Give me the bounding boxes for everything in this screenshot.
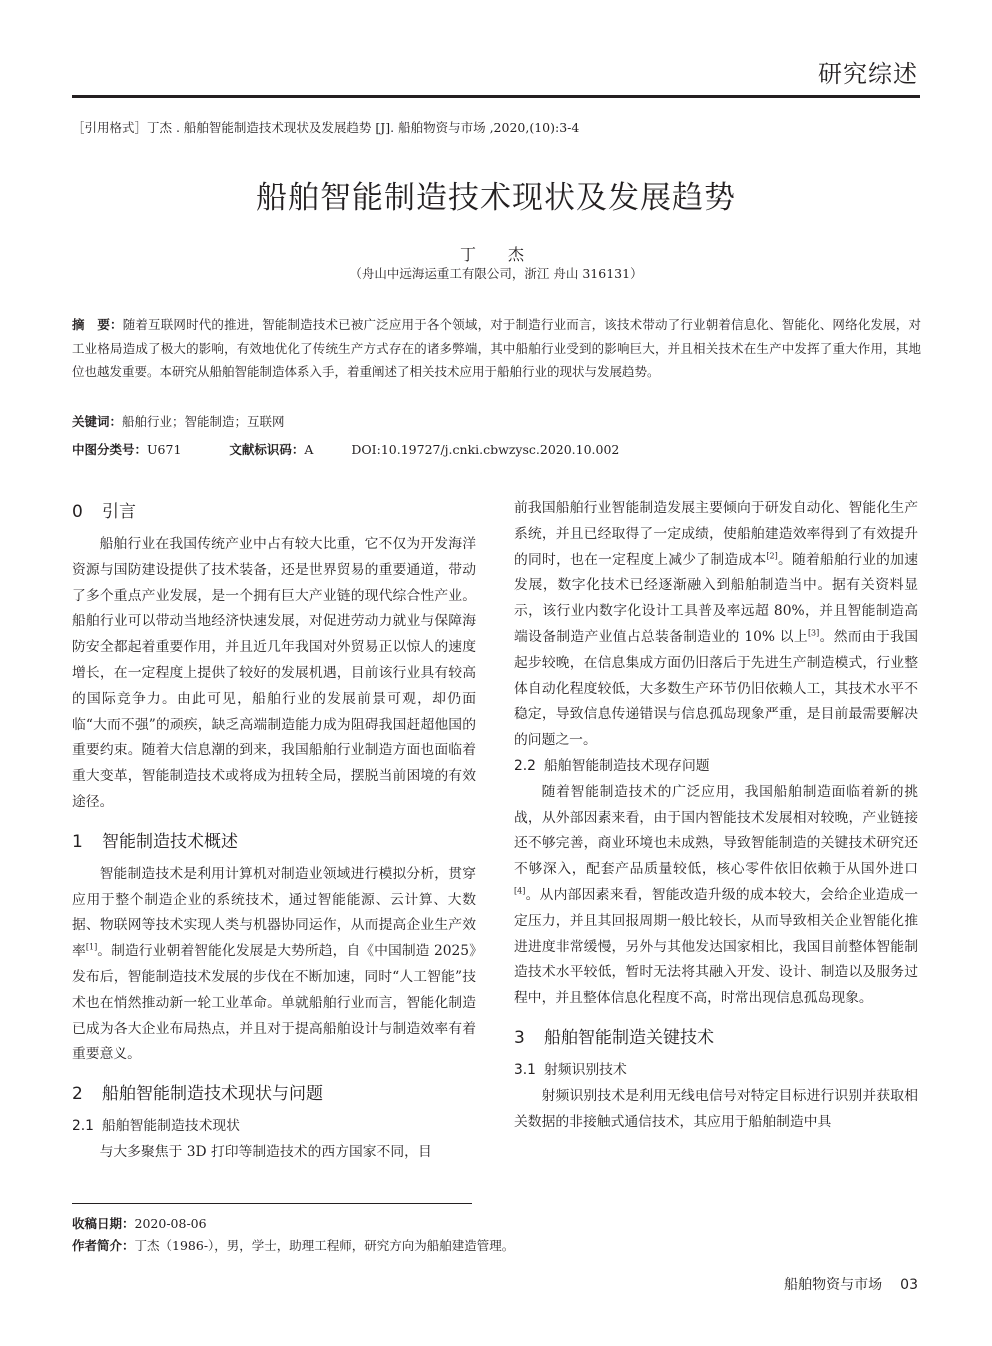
doi: DOI:10.19727/j.cnki.cbwzysc.2020.10.002 [351,442,620,457]
received-date: 收稿日期：2020-08-06 [72,1216,207,1231]
heading-overview: 1 智能制造技术概述 [72,831,238,852]
paper-author: 丁 杰 [459,245,532,264]
bio-label: 作者简介： [72,1238,135,1253]
heading-introduction: 0 引言 [72,502,136,522]
citation-ref: [2] [766,551,778,560]
doc-code-label: 文献标识码： [229,442,305,457]
abstract-text: 随着互联网时代的推进，智能制造技术已被广泛应用于各个领域，对于制造行业而言，该技术带动了行业朝着信息化、智能化、网络化发展，对工业格局造成了极大的影响，有效地优化了传统生产方式存在的诸多弊端，其中船舶行业受到的影响巨大，并且相关技术在生产中发挥了重大作用，其地位也越发重要。本研究从船舶智能制造体系入手，着重阐述了相关技术应用于船舶行业的现状与发展趋势。 [72,317,921,379]
page-number: 03 [900,1277,918,1293]
doc-code-value: A [304,442,314,457]
running-footer [784,1274,918,1294]
section-label: 研究综述 [818,60,918,88]
author-affiliation: （舟山中远海运重工有限公司，浙江 舟山 316131） [349,266,643,281]
received-label: 收稿日期： [72,1216,135,1231]
citation-ref: [1] [85,942,98,952]
heading-status-problems: 2 船舶智能制造技术现状与问题 [72,1084,323,1105]
header-rule [72,95,920,98]
paragraph-status-start: 与大多聚焦于 3D 打印等制造技术的西方国家不同，目 [99,1143,432,1160]
heading-rfid: 3.1 射频识别技术 [514,1061,627,1078]
heading-problems: 2.2 船舶智能制造技术现存问题 [514,757,710,774]
abstract [72,313,921,384]
author-bio: 作者简介：丁杰（1986-），男，学士，助理工程师，研究方向为船舶建造管理。 [72,1238,515,1253]
keywords-label: 关键词： [72,414,123,429]
journal-name: 船舶物资与市场 [784,1277,883,1293]
paragraph-intro: 船舶行业在我国传统产业中占有较大比重，它不仅为开发海洋资源与国防建设提供了技术装备，还是世界贸易的重要通道，带动了多个重点产业发展，是一个拥有巨大产业链的现代综合性产业。船舶行业可以带动当地经济快速发展，对促进劳动力就业与保障海防安全都起着重要作用，并且近几年我国对外贸易正以惊人的速度增长，在一定程度上提供了较好的发展机遇，目前该行业具有较高的国际竞争力。由此可见，船舶行业的发展前景可观，却仍面临“大而不强”的顽疾，缺乏高端制造能力成为阻碍我国赶超他国的重要约束。随着大信息潮的到来，我国船舶行业制造方面也面临着重大变革，智能制造技术或将成为扭转全局，摆脱当前困境的有效途径。 [72,536,476,810]
keywords-text: 船舶行业；智能制造；互联网 [122,414,285,429]
clc-value: U671 [147,442,182,457]
keywords [72,412,285,430]
left-column [72,496,476,1166]
citation-ref: [3] [807,628,820,638]
heading-key-tech: 3 船舶智能制造关键技术 [514,1027,714,1048]
right-column [514,496,918,1135]
citation-ref: [4] [514,886,526,896]
classification-line [72,440,619,458]
clc-label: 中图分类号： [72,442,148,457]
heading-status: 2.1 船舶智能制造技术现状 [72,1118,240,1135]
paragraph-rfid: 射频识别技术是利用无线电信号对特定目标进行识别并获取相关数据的非接触式通信技术，其应用于船舶制造中具 [514,1087,918,1130]
paragraph-overview: 智能制造技术是利用计算机对制造业领域进行模拟分析，贯穿应用于整个制造企业的系统技术，通过智能能源、云计算、大数据、物联网等技术实现人类与机器协同运作，从而提高企业生产效率[1]。制造行业朝着智能化发展是大势所趋，自《中国制造 2025》发布后，智能制造技术发展的步伐在不断加速，同时“人工智能”技术也在悄然推动新一轮工业革命。单就船舶行业而言，智能化制造已成为各大企业布局热点，并且对于提高船舶设计与制造效率有着重要意义。 [72,865,477,1063]
paragraph-status-cont: 前我国船舶行业智能制造发展主要倾向于研发自动化、智能化生产系统，并且已经取得了一定成绩，使船舶建造效率得到了有效提升的同时，也在一定程度上减少了制造成本[2]。随着船舶行业的加速发展，数字化技术已经逐渐融入到船舶制造当中。据有关资料显示，该行业内数字化设计工具普及率远超 80%，并且智能制造高端设备制造产业值占总装备制造业的 10% 以上[3]。然而由于我国起步较晚，在信息集成方面仍旧落后于先进生产制造模式，行业整体自动化程度较低，大多数生产环节仍旧依赖人工，其技术水平不稳定，导致信息传递错误与信息孤岛现象严重，是目前最需要解决的问题之一。 [514,500,919,749]
abstract-label: 摘 要： [72,317,123,332]
citation-format: ［引用格式］丁杰 . 船舶智能制造技术现状及发展趋势 [J]. 船舶物资与市场 ,2020,(10):3-4 [72,120,580,135]
footnote-rule [72,1203,472,1204]
paragraph-problems: 随着智能制造技术的广泛应用，我国船舶制造面临着新的挑战，从外部因素来看，由于国内智能技术发展相对较晚，产业链接还不够完善，商业环境也未成熟，导致智能制造的关键技术研究还不够深入，配套产品质量较低，核心零件依旧依赖于从国外进口[4]。从内部因素来看，智能改造升级的成本较大，会给企业造成一定压力，并且其回报周期一般比较长，从而导致相关企业智能化推进进度非常缓慢，另外与其他发达国家相比，我国目前整体智能制造技术水平较低，暂时无法将其融入开发、设计、制造以及服务过程中，并且整体信息化程度不高，时常出现信息孤岛现象。 [514,783,918,1007]
paper-title: 船舶智能制造技术现状及发展趋势 [256,180,736,216]
